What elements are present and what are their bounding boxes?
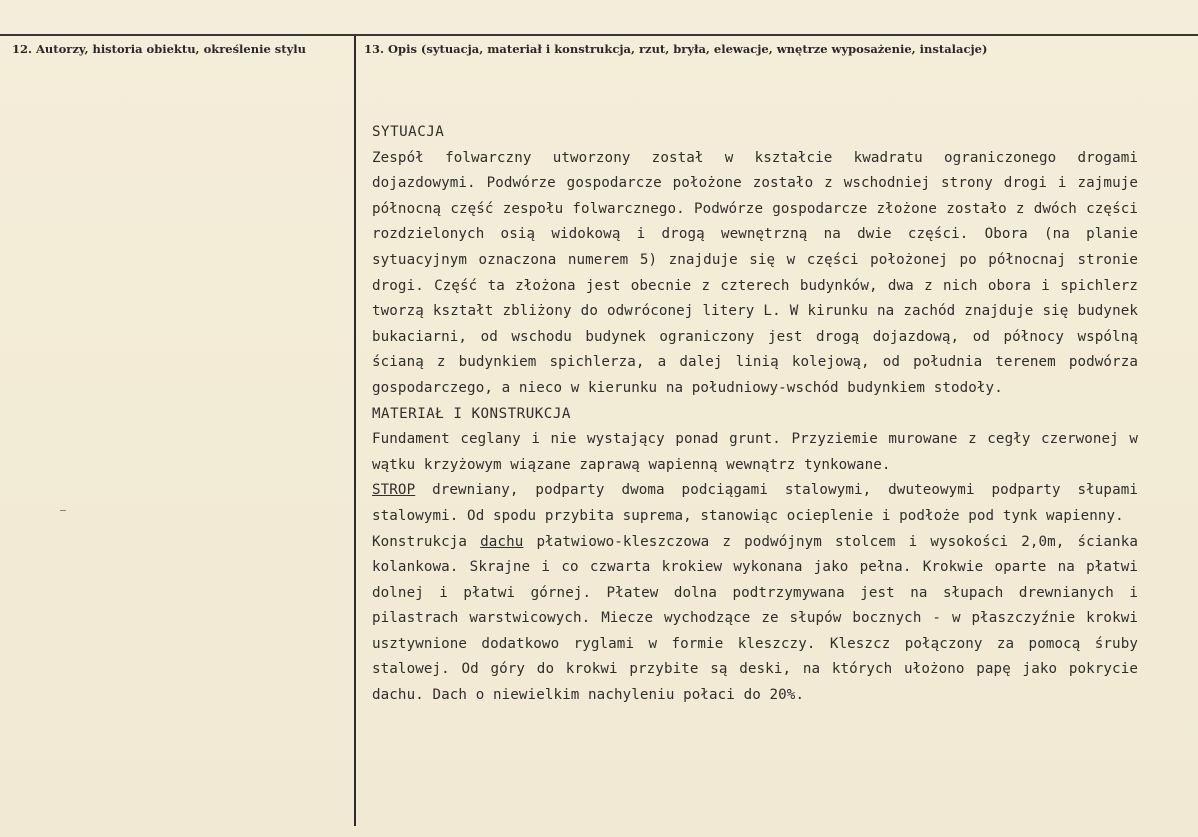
strop-paragraph [372, 478, 1138, 529]
description-text [372, 120, 1138, 709]
column-divider [354, 36, 356, 826]
field-12-label: 12. Autorzy, historia obiektu, określenie stylu [12, 42, 306, 56]
section-heading-sytuacja: SYTUACJA [372, 124, 445, 140]
dach-pre: Konstrukcja [372, 533, 481, 550]
top-rule [0, 34, 1198, 36]
dach-text: płatwiowo-kleszczowa z podwójnym stolcem i wysokości 2,0m, ścianka kolankowa. Skrajne i co czwarta krokiew wykonana jako pełna. Krokwie oparte na płatwi dolnej i płatwi górnej. Płatew dolna podtrzymywana jest na słupach drewnianych i pilastrach warstwicowych. Miecze wychodzące ze słupów bocznych - w płaszczyźnie krokwi usztywnione dodatkowo ryglami w formie kleszczy. Kleszcz połączony za pomocą śruby stalowej. Od góry do krokwi przybite są deski, na których ułożono papę jako pokrycie dachu. Dach o niewielkim nachyleniu połaci do 20%. [372, 533, 1138, 704]
dach-paragraph [372, 530, 1138, 709]
sytuacja-paragraph: Zespół folwarczny utworzony został w kształcie kwadratu ograniczonego drogami dojazdowymi. Podwórze gospodarcze położone zostało z wschodniej strony drogi i zajmuje północną część zespołu folwarcznego. Podwórze gospodarcze złożone zostało z dwóch części rozdzielonych osią widokową i drogą wewnętrzną na dwie części. Obora (na planie sytuacyjnym oznaczona numerem 5) znajduje się w części położonej po północnaj stronie drogi. Część ta złożona jest obecnie z czterech budynków, dwa z nich obora i spichlerz tworzą kształt zbliżony do odwróconej litery L. W kirunku na zachód znajduje się budynek bukaciarni, od wschodu budynek ograniczony jest drogą dojazdową, od północy wspólną ścianą z budynkiem spichlerza, a dalej linią kolejową, od południa terenem podwórza gospodarczego, a nieco w kierunku na południowy-wschód budynkiem stodoły. [372, 149, 1138, 396]
field-13-label: 13. Opis (sytuacja, materiał i konstrukcja, rzut, bryła, elewacje, wnętrze wyposażenie, instalacje) [364, 42, 988, 56]
strop-label: STROP [372, 482, 416, 499]
strop-text: drewniany, podparty dwoma podciągami stalowymi, dwuteowymi podparty słupami stalowymi. Od spodu przybita suprema, stanowiąc ocieplenie i podłoże pod tynk wapienny. [372, 482, 1138, 524]
fundament-paragraph: Fundament ceglany i nie wystający ponad grunt. Przyziemie murowane z cegły czerwonej w wątku krzyżowym wiązane zaprawą wapienną wewnątrz tynkowane. [372, 431, 1138, 473]
section-heading-material: MATERIAŁ I KONSTRUKCJA [372, 405, 571, 422]
pencil-mark [60, 510, 66, 511]
dach-label: dachu [480, 533, 524, 550]
